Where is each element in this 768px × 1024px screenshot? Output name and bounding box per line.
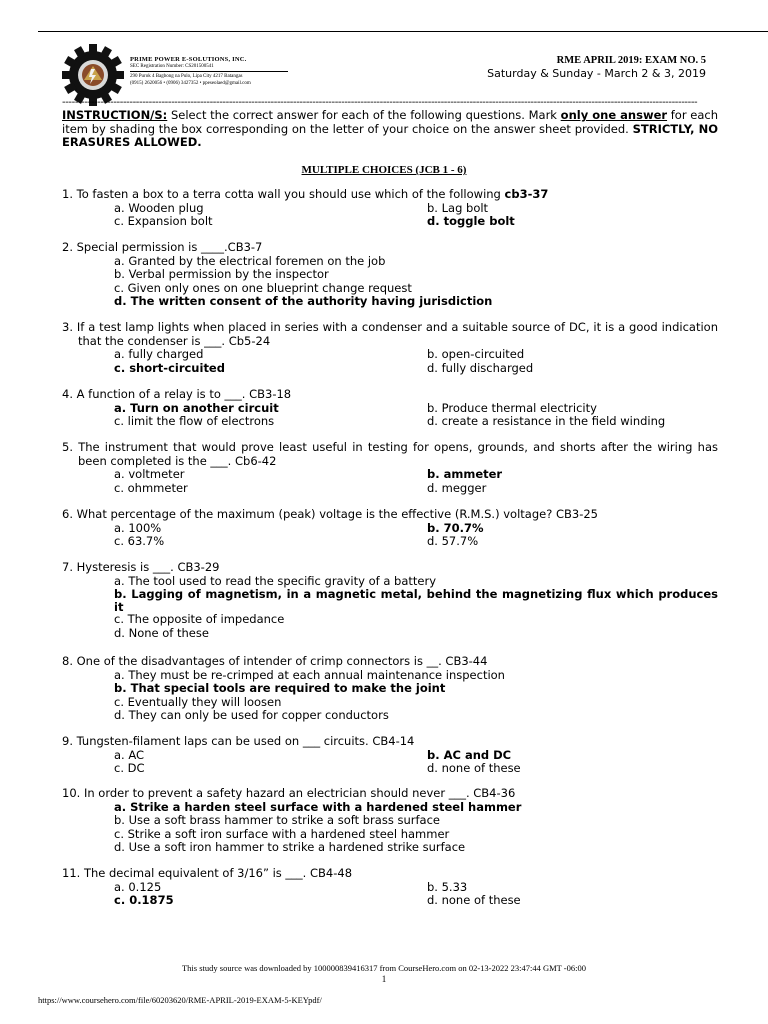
question-stem xyxy=(62,188,718,202)
question-stem: 9. Tungsten-filament laps can be used on ___ circuits. CB4-14 xyxy=(62,734,415,748)
option-b-answer: b. That special tools are required to make the joint xyxy=(114,681,446,695)
option-c: c. ohmmeter xyxy=(114,480,188,495)
dashed-separator: ------------------------------------------------------------------------------------------------------------------------------------------------------------------------------------------------------ xyxy=(62,97,698,108)
option-d: d. none of these xyxy=(427,761,521,775)
question-stem: 5. The instrument that would prove least useful in testing for opens, grounds, and shorts after the wiring has been completed is the ___. Cb6-42 xyxy=(62,440,718,468)
options-row xyxy=(62,415,718,429)
instructions-strict: STRICTLY, NO ERASURES ALLOWED. xyxy=(62,121,718,149)
options-row xyxy=(62,762,718,776)
option-a: a. AC xyxy=(114,747,145,762)
options-row xyxy=(62,894,718,908)
options-row xyxy=(62,522,718,536)
source-url[interactable]: https://www.coursehero.com/file/60203620/RME-APRIL-2019-EXAM-5-KEYpdf/ xyxy=(38,995,322,1005)
option-b: b. Produce thermal electricity xyxy=(427,400,597,415)
company-name: PRIME POWER E-SOLUTIONS, INC. xyxy=(130,56,247,63)
question-11 xyxy=(62,867,718,908)
section-title: MULTIPLE CHOICES (JCB 1 - 6) xyxy=(301,164,467,176)
page-number: 1 xyxy=(381,974,387,984)
exam-title: RME APRIL 2019: EXAM NO. 5 xyxy=(556,55,706,66)
options-row xyxy=(62,535,718,549)
question-stem: 4. A function of a relay is to ___. CB3-18 xyxy=(62,387,292,401)
instructions-label: INSTRUCTION/S: xyxy=(62,108,168,122)
options-row xyxy=(62,482,718,496)
option-a: a. They must be re-crimped at each annual maintenance inspection xyxy=(114,667,505,682)
option-d-answer: d. The written consent of the authority having jurisdiction xyxy=(114,294,493,308)
option-b: b. Lag bolt xyxy=(427,200,489,215)
option-d: d. They can only be used for copper conductors xyxy=(114,708,389,722)
question-4 xyxy=(62,388,718,429)
option-b: b. 5.33 xyxy=(427,879,468,894)
option-b-answer: b. Lagging of magnetism, in a magnetic metal, behind the magnetizing flux which produces it xyxy=(114,587,718,614)
exam-header xyxy=(487,55,706,80)
options-row xyxy=(62,348,718,362)
question-10 xyxy=(62,787,718,855)
question-7 xyxy=(62,561,718,640)
option-c-answer: c. short-circuited xyxy=(114,360,225,375)
question-5 xyxy=(62,441,718,495)
options-row xyxy=(62,202,718,216)
option-c: c. Eventually they will loosen xyxy=(114,694,282,709)
option-b: b. open-circuited xyxy=(427,347,525,361)
company-block xyxy=(130,56,288,87)
company-address: 290 Purok 4 Bagbong na Pulo, Lipa City 4217 Batangas xyxy=(130,74,243,79)
option-a-answer: a. Strike a harden steel surface with a hardened steel hammer xyxy=(114,799,522,814)
option-a-answer: a. Turn on another circuit xyxy=(114,400,279,415)
question-9 xyxy=(62,735,718,776)
options-row xyxy=(62,402,718,416)
option-a: a. The tool used to read the specific gravity of a battery xyxy=(114,573,436,588)
option-b-answer: b. 70.7% xyxy=(427,520,484,535)
option-c: c. 63.7% xyxy=(114,534,165,548)
option-d: d. fully discharged xyxy=(427,360,534,375)
option-c: c. The opposite of impedance xyxy=(114,612,285,626)
options-row xyxy=(62,468,718,482)
option-a: a. voltmeter xyxy=(114,467,185,481)
option-d: d. None of these xyxy=(114,625,209,640)
option-d: d. 57.7% xyxy=(427,534,479,548)
instructions xyxy=(62,109,718,150)
option-a: a. Wooden plug xyxy=(114,200,204,215)
options-row xyxy=(62,881,718,895)
option-a: a. 100% xyxy=(114,520,162,535)
option-a: a. 0.125 xyxy=(114,879,162,894)
option-d: d. megger xyxy=(427,480,487,495)
stem-text: 1. To fasten a box to a terra cotta wall you should use which of the following xyxy=(62,187,505,201)
option-b-answer: b. ammeter xyxy=(427,467,503,481)
option-d: d. none of these xyxy=(427,893,521,907)
stem-ref: cb3-37 xyxy=(504,187,549,201)
option-c: c. limit the flow of electrons xyxy=(114,414,275,428)
option-c-answer: c. 0.1875 xyxy=(114,893,174,907)
company-divider xyxy=(130,71,288,72)
question-stem: 11. The decimal equivalent of 3/16” is ___. CB4-48 xyxy=(62,866,353,880)
option-d-answer: d. toggle bolt xyxy=(427,214,515,228)
option-c: c. Expansion bolt xyxy=(114,214,213,228)
option-c: c. DC xyxy=(114,761,145,775)
question-stem: 8. One of the disadvantages of intender of crimp connectors is __. CB3-44 xyxy=(62,654,488,668)
option-d: d. create a resistance in the field winding xyxy=(427,414,666,428)
option-d: d. Use a soft iron hammer to strike a hardened strike surface xyxy=(114,840,466,854)
question-stem: 2. Special permission is ____.CB3-7 xyxy=(62,240,263,254)
option-b: b. Verbal permission by the inspector xyxy=(114,267,329,281)
question-stem: 10. In order to prevent a safety hazard an electrician should never ___. CB4-36 xyxy=(62,786,516,800)
question-stem: 3. If a test lamp lights when placed in series with a condenser and a suitable source of DC, it is a good indication that the condenser is ___. Cb5-24 xyxy=(62,320,718,348)
company-contact: (0915) 2620056 • (0906) 3427352 • ppeseolaed@gmail.com xyxy=(130,81,251,86)
header-rule xyxy=(38,31,768,32)
question-8 xyxy=(62,655,718,723)
instructions-text-1: Select the correct answer for each of the following questions. Mark xyxy=(167,108,561,122)
option-b: b. Use a soft brass hammer to strike a soft brass surface xyxy=(114,813,440,827)
option-c: c. Strike a soft iron surface with a hardened steel hammer xyxy=(114,826,450,841)
option-c: c. Given only ones on one blueprint change request xyxy=(114,280,412,295)
company-registration: SEC Registration Number: CS201500541 xyxy=(130,64,214,69)
options-row xyxy=(62,749,718,763)
question-stem: 6. What percentage of the maximum (peak) voltage is the effective (R.M.S.) voltage? CB3-25 xyxy=(62,507,598,521)
question-stem: 7. Hysteresis is ___. CB3-29 xyxy=(62,560,220,574)
question-3 xyxy=(62,321,718,375)
question-1 xyxy=(62,188,718,229)
exam-date: Saturday & Sunday - March 2 & 3, 2019 xyxy=(487,67,706,80)
download-notice: This study source was downloaded by 100000839416317 from CourseHero.com on 02-13-2022 23:47:44 GMT -06:00 xyxy=(181,963,587,973)
option-a: a. fully charged xyxy=(114,347,204,361)
options-row xyxy=(62,362,718,376)
question-2 xyxy=(62,241,718,309)
question-6 xyxy=(62,508,718,549)
instructions-emphasis: only one answer xyxy=(560,108,668,122)
options-row xyxy=(62,215,718,229)
instructions-text-2: for each item by shading the box corresponding on the letter of your choice on the answer sheet provided. xyxy=(62,108,718,136)
option-a: a. Granted by the electrical foremen on the job xyxy=(114,253,386,268)
option-b-answer: b. AC and DC xyxy=(427,747,512,762)
